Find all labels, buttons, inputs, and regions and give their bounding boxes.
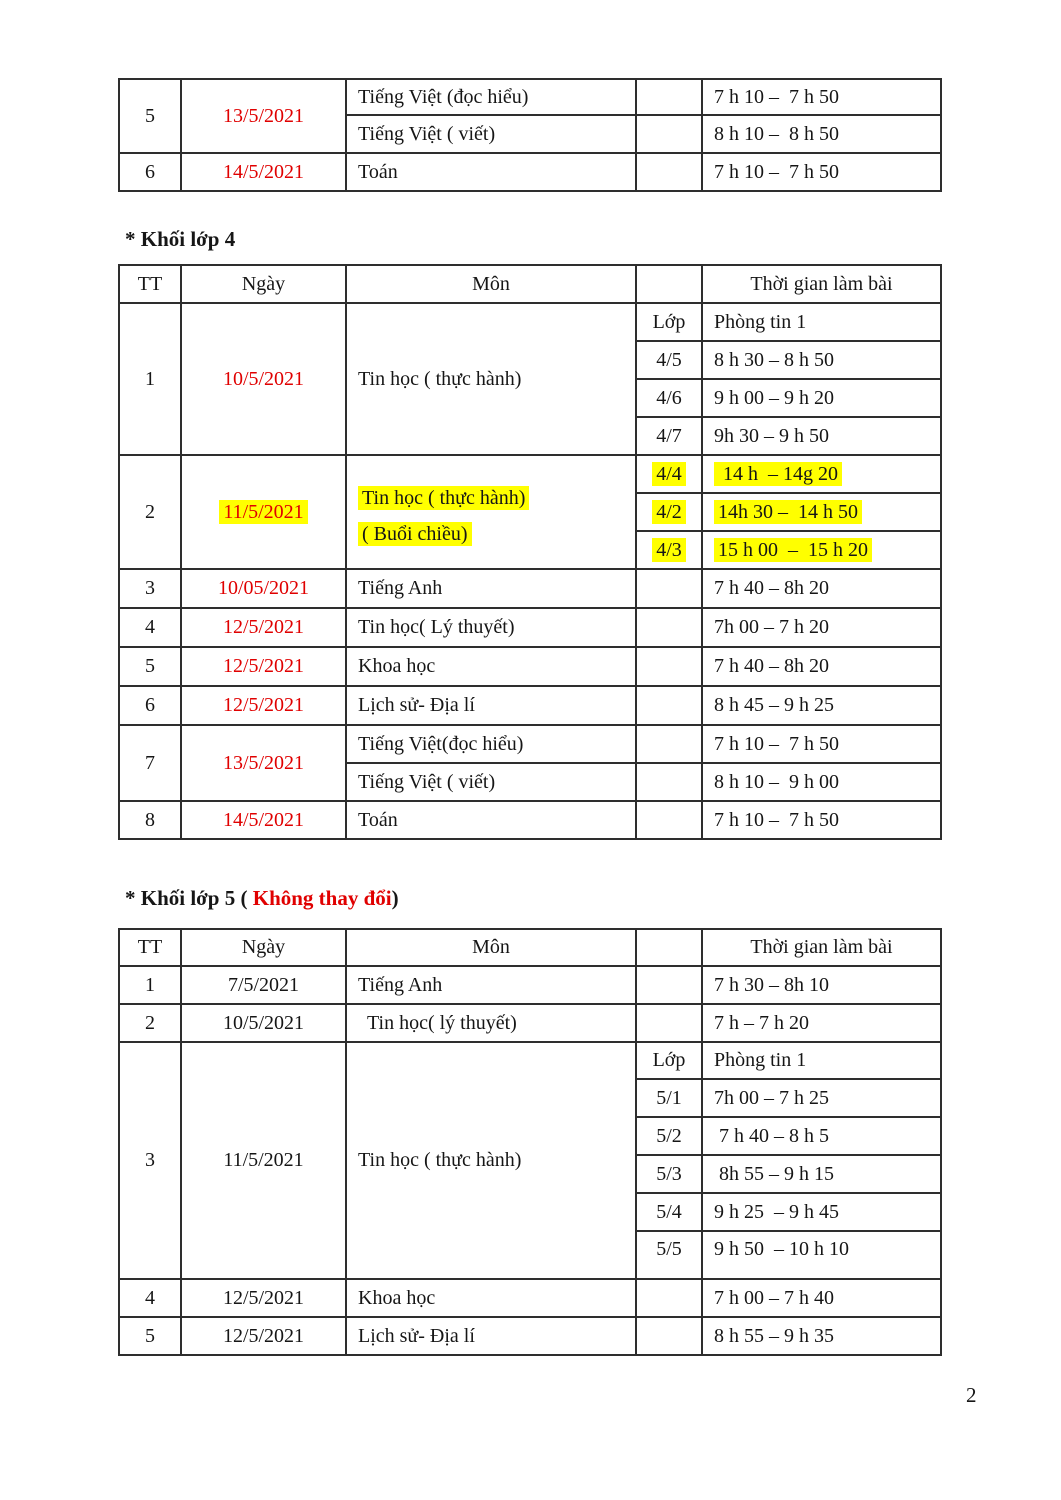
k4-r5-empty [636, 647, 702, 686]
k4-header-tt: TT [119, 265, 181, 303]
k3-r6-tt: 6 [119, 153, 181, 191]
k4-r1-time-2: 9 h 00 – 9 h 20 [702, 379, 941, 417]
k4-r1-tt: 1 [119, 303, 181, 455]
k4-r2-class-1: 4/4 [636, 455, 702, 493]
grade5-heading-prefix: * Khối lớp 5 ( [125, 886, 253, 910]
k4-r8-date: 14/5/2021 [181, 801, 346, 839]
k5-r3-time-4: 9 h 25 – 9 h 45 [702, 1193, 941, 1231]
k4-r8-subject: Toán [346, 801, 636, 839]
k4-r2-time-1: 14 h – 14g 20 [702, 455, 941, 493]
k5-r1-tt: 1 [119, 966, 181, 1004]
k5-r3-time-3: 8h 55 – 9 h 15 [702, 1155, 941, 1193]
k4-r1-class-1: 4/5 [636, 341, 702, 379]
grade5-heading [125, 886, 399, 911]
k5-r1-time: 7 h 30 – 8h 10 [702, 966, 941, 1004]
k5-r5-date: 12/5/2021 [181, 1317, 346, 1355]
k4-r8-time: 7 h 10 – 7 h 50 [702, 801, 941, 839]
k3-r5-time-2: 8 h 10 – 8 h 50 [702, 115, 941, 153]
k5-r3-time-5: 9 h 50 – 10 h 10 [702, 1231, 941, 1279]
k4-r6-date: 12/5/2021 [181, 686, 346, 725]
grade4-schedule-table [118, 264, 942, 840]
k4-r2-time-3: 15 h 00 – 15 h 20 [702, 531, 941, 569]
k4-r7-tt: 7 [119, 725, 181, 801]
k4-header-empty [636, 265, 702, 303]
k5-r3-subject: Tin học ( thực hành) [346, 1042, 636, 1279]
page-number: 2 [966, 1383, 977, 1407]
k4-r2-date-highlight: 11/5/2021 [219, 500, 307, 524]
k5-r3-tt: 3 [119, 1042, 181, 1279]
k5-header-mon: Môn [346, 929, 636, 966]
k5-r4-subject: Khoa học [346, 1279, 636, 1317]
k4-r3-subject: Tiếng Anh [346, 569, 636, 608]
k3-r5-date: 13/5/2021 [181, 79, 346, 153]
k4-r6-empty [636, 686, 702, 725]
k4-r7-time-2: 8 h 10 – 9 h 00 [702, 763, 941, 801]
k4-r2-subject [346, 455, 636, 569]
k4-r2-subject-line2: ( Buổi chiều) [358, 523, 635, 546]
k5-r1-subject: Tiếng Anh [346, 966, 636, 1004]
k4-r3-time: 7 h 40 – 8h 20 [702, 569, 941, 608]
k4-r7-empty-1 [636, 725, 702, 763]
k5-header-time: Thời gian làm bài [702, 929, 941, 966]
k5-r2-time: 7 h – 7 h 20 [702, 1004, 941, 1042]
k4-header-mon: Môn [346, 265, 636, 303]
k4-r7-subject-1: Tiếng Việt(đọc hiểu) [346, 725, 636, 763]
k5-r3-time-1: 7h 00 – 7 h 25 [702, 1079, 941, 1117]
k5-r3-time-2: 7 h 40 – 8 h 5 [702, 1117, 941, 1155]
k3-r5-subject-2: Tiếng Việt ( viết) [346, 115, 636, 153]
k4-r2-time-2: 14h 30 – 14 h 50 [702, 493, 941, 531]
k5-r5-tt: 5 [119, 1317, 181, 1355]
k5-header-empty [636, 929, 702, 966]
k4-r7-subject-2: Tiếng Việt ( viết) [346, 763, 636, 801]
k5-r3-class-2: 5/2 [636, 1117, 702, 1155]
k4-r2-date [181, 455, 346, 569]
k4-r5-subject: Khoa học [346, 647, 636, 686]
k4-r6-tt: 6 [119, 686, 181, 725]
k5-r2-date: 10/5/2021 [181, 1004, 346, 1042]
grade4-heading: * Khối lớp 4 [125, 227, 236, 251]
k4-r5-tt: 5 [119, 647, 181, 686]
k4-r7-empty-2 [636, 763, 702, 801]
k3-r6-date: 14/5/2021 [181, 153, 346, 191]
k3-r5-empty-2 [636, 115, 702, 153]
k5-r5-empty [636, 1317, 702, 1355]
k4-r2-subject-line1: Tin học ( thực hành) [358, 487, 635, 510]
k4-r8-tt: 8 [119, 801, 181, 839]
k3-r6-empty [636, 153, 702, 191]
k4-r7-time-1: 7 h 10 – 7 h 50 [702, 725, 941, 763]
k5-r3-class-4: 5/4 [636, 1193, 702, 1231]
k4-r1-class-2: 4/6 [636, 379, 702, 417]
k3-r5-tt: 5 [119, 79, 181, 153]
grade3-schedule-table [118, 78, 942, 192]
k4-r7-date: 13/5/2021 [181, 725, 346, 801]
k5-r2-tt: 2 [119, 1004, 181, 1042]
k4-r5-date: 12/5/2021 [181, 647, 346, 686]
k3-r6-subject: Toán [346, 153, 636, 191]
k4-r3-date: 10/05/2021 [181, 569, 346, 608]
k5-r5-subject: Lịch sử- Địa lí [346, 1317, 636, 1355]
k5-r2-empty [636, 1004, 702, 1042]
k4-r2-class-3: 4/3 [636, 531, 702, 569]
k4-r1-lop-header: Lớp [636, 303, 702, 341]
k4-r6-subject: Lịch sử- Địa lí [346, 686, 636, 725]
k4-header-ngay: Ngày [181, 265, 346, 303]
k4-r8-empty [636, 801, 702, 839]
k4-r6-time: 8 h 45 – 9 h 25 [702, 686, 941, 725]
k4-r3-tt: 3 [119, 569, 181, 608]
k3-r5-empty-1 [636, 79, 702, 115]
k4-r2-tt: 2 [119, 455, 181, 569]
k4-r1-class-3: 4/7 [636, 417, 702, 455]
k5-r3-class-1: 5/1 [636, 1079, 702, 1117]
k4-r1-phong-header: Phòng tin 1 [702, 303, 941, 341]
k5-r4-date: 12/5/2021 [181, 1279, 346, 1317]
k5-header-ngay: Ngày [181, 929, 346, 966]
k4-r1-subject: Tin học ( thực hành) [346, 303, 636, 455]
k4-r5-time: 7 h 40 – 8h 20 [702, 647, 941, 686]
k5-r5-time: 8 h 55 – 9 h 35 [702, 1317, 941, 1355]
k4-r4-tt: 4 [119, 608, 181, 647]
k3-r5-time-1: 7 h 10 – 7 h 50 [702, 79, 941, 115]
k5-r3-lop-header: Lớp [636, 1042, 702, 1079]
k5-r4-time: 7 h 00 – 7 h 40 [702, 1279, 941, 1317]
k5-r1-date: 7/5/2021 [181, 966, 346, 1004]
k5-r3-class-5: 5/5 [636, 1231, 702, 1279]
k4-r2-class-2: 4/2 [636, 493, 702, 531]
k4-header-time: Thời gian làm bài [702, 265, 941, 303]
k4-r4-subject: Tin học( Lý thuyết) [346, 608, 636, 647]
k5-header-tt: TT [119, 929, 181, 966]
k5-r2-subject: Tin học( lý thuyết) [346, 1004, 636, 1042]
k4-r1-time-1: 8 h 30 – 8 h 50 [702, 341, 941, 379]
grade5-heading-suffix: ) [391, 886, 399, 910]
k4-r1-time-3: 9h 30 – 9 h 50 [702, 417, 941, 455]
k5-r4-tt: 4 [119, 1279, 181, 1317]
k5-r1-empty [636, 966, 702, 1004]
k5-r4-empty [636, 1279, 702, 1317]
k5-r3-date: 11/5/2021 [181, 1042, 346, 1279]
k4-r4-date: 12/5/2021 [181, 608, 346, 647]
k4-r4-time: 7h 00 – 7 h 20 [702, 608, 941, 647]
k5-r3-class-3: 5/3 [636, 1155, 702, 1193]
grade5-schedule-table [118, 928, 942, 1356]
k4-r3-empty [636, 569, 702, 608]
k3-r5-subject-1: Tiếng Việt (đọc hiểu) [346, 79, 636, 115]
k5-r3-phong-header: Phòng tin 1 [702, 1042, 941, 1079]
grade5-heading-note: Không thay đổi [252, 886, 392, 910]
k4-r4-empty [636, 608, 702, 647]
k4-r1-date: 10/5/2021 [181, 303, 346, 455]
k3-r6-time: 7 h 10 – 7 h 50 [702, 153, 941, 191]
